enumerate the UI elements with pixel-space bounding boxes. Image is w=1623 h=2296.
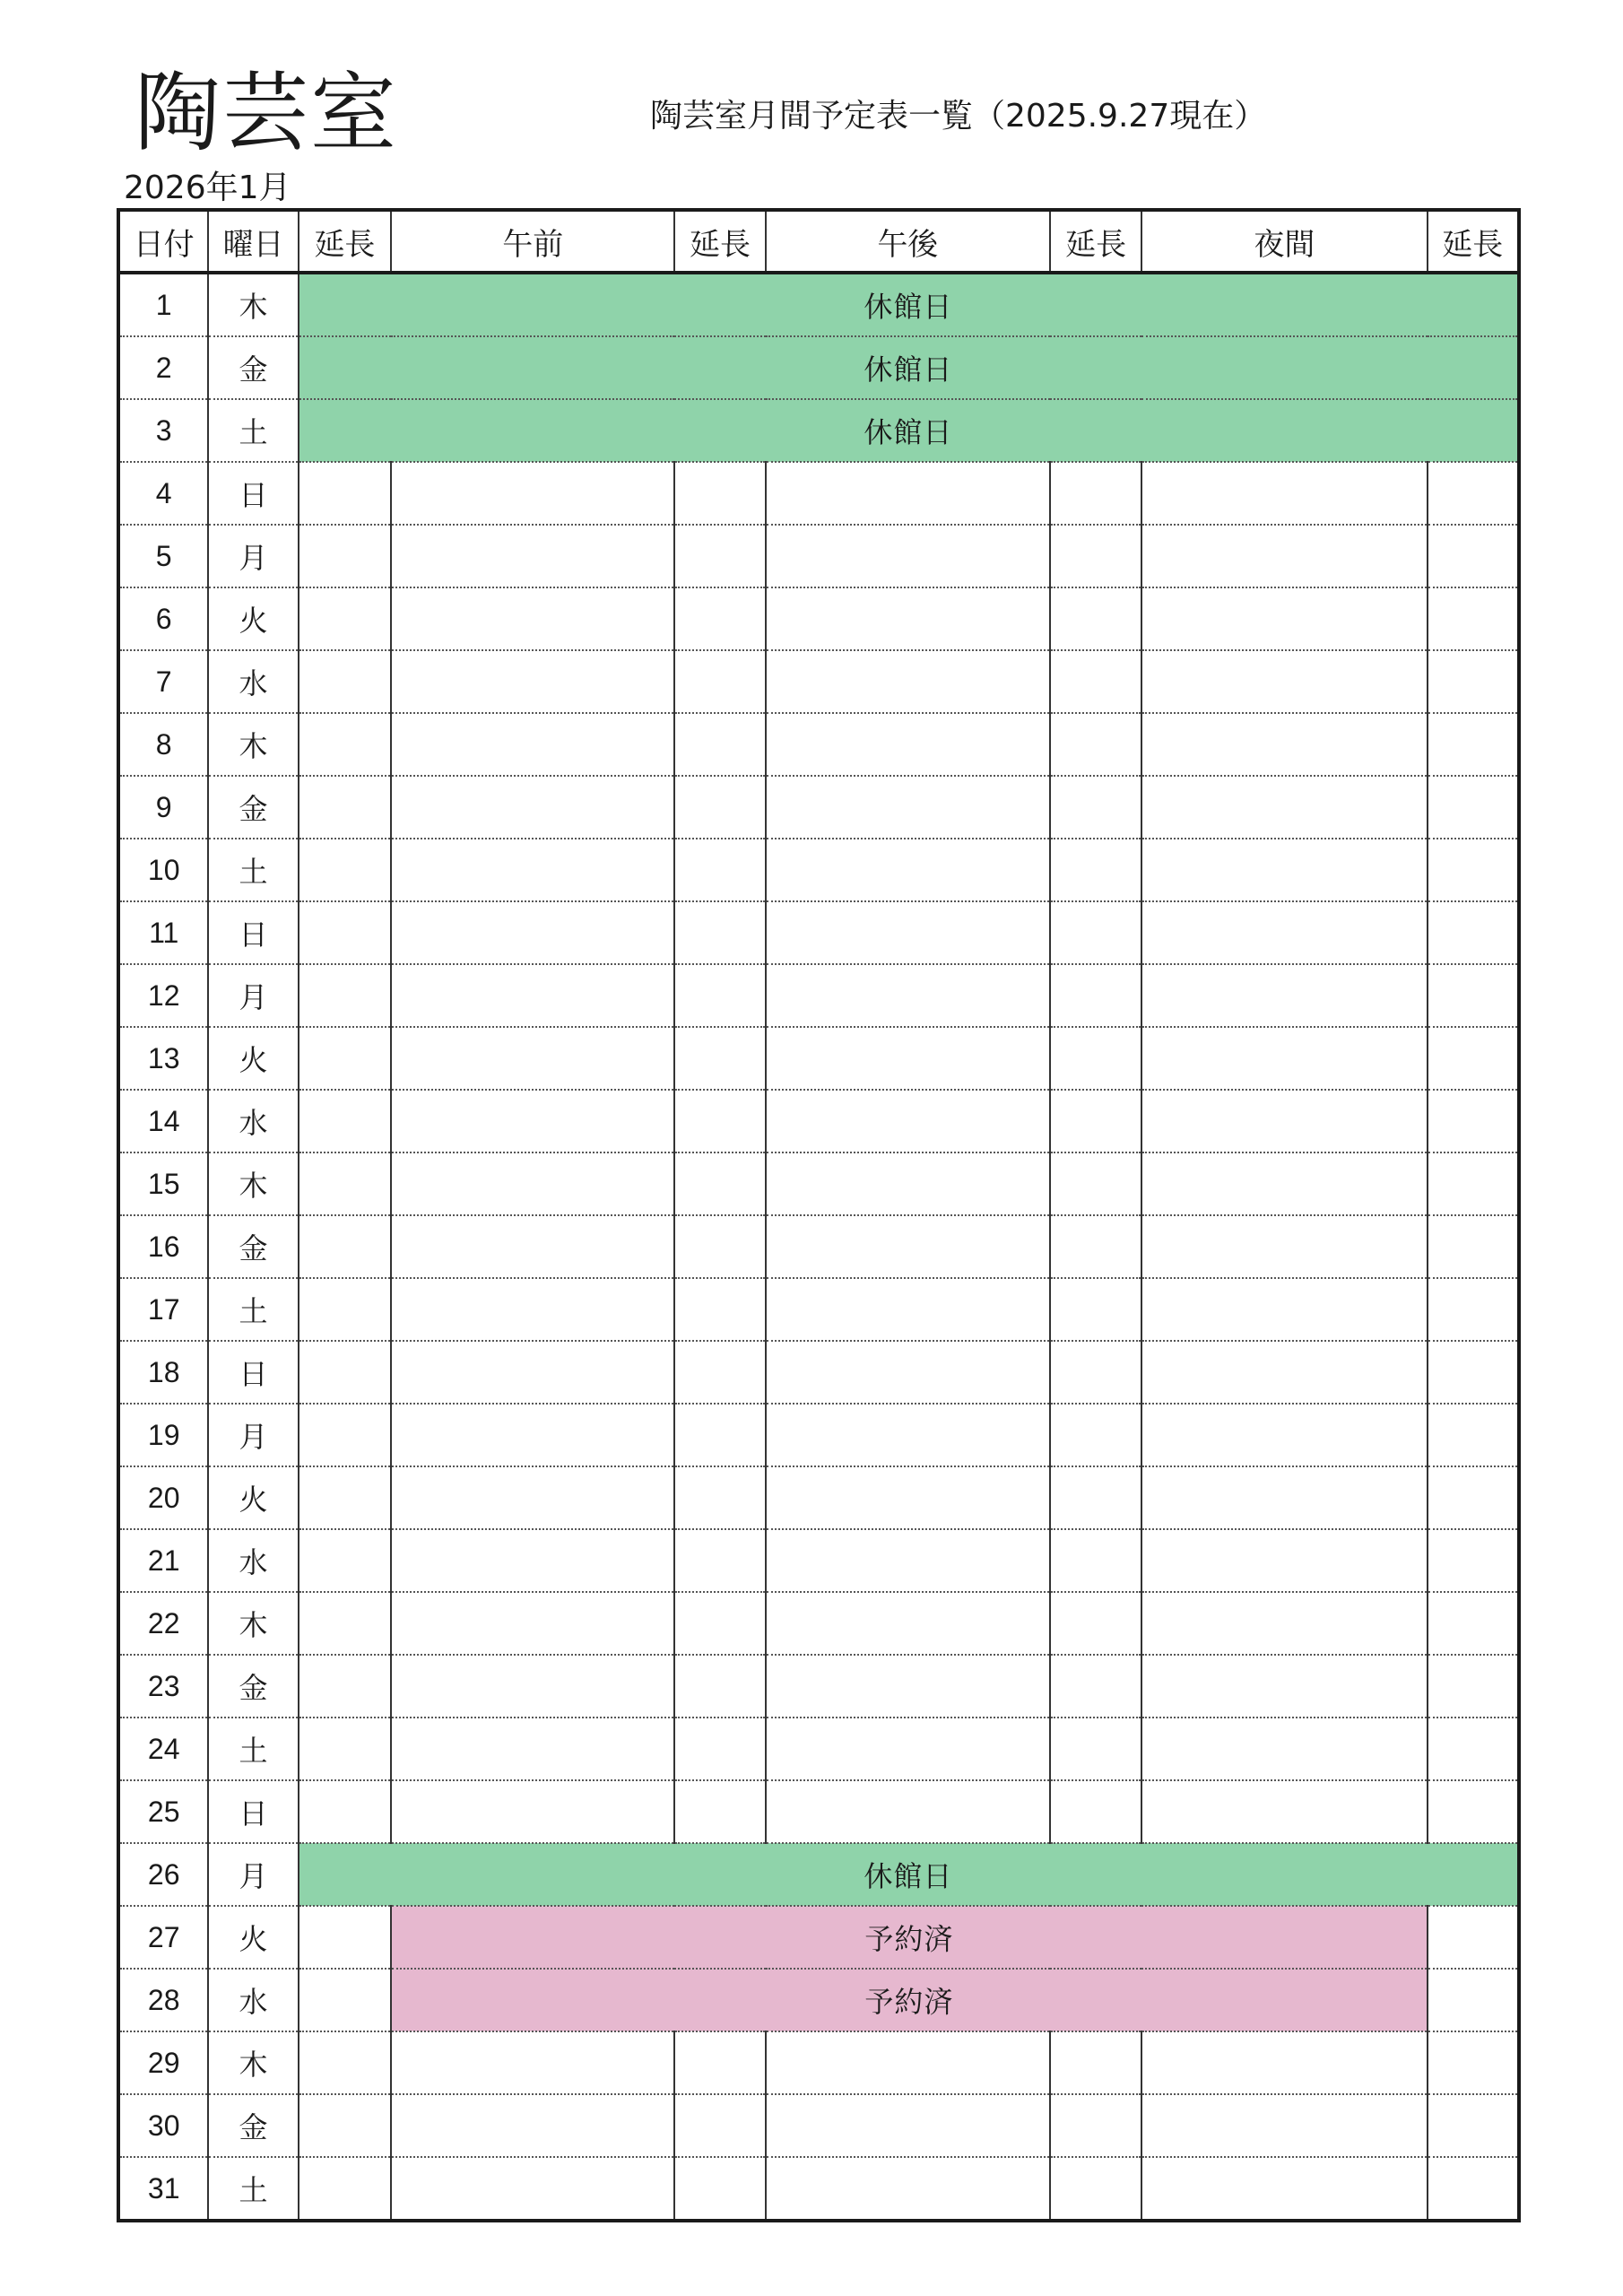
slot-extension-1 (299, 1592, 391, 1655)
weekday: 月 (208, 964, 298, 1027)
weekday: 日 (208, 901, 298, 964)
weekday: 木 (208, 2031, 298, 2094)
slot-morning (391, 2031, 674, 2094)
slot-afternoon (766, 2094, 1050, 2157)
slot-extension-2 (674, 1529, 765, 1592)
slot-extension-4 (1428, 1215, 1519, 1278)
slot-extension-2 (674, 1718, 765, 1780)
slot-extension-3 (1050, 1718, 1141, 1780)
schedule-row (118, 964, 1519, 1027)
slot-morning (391, 1341, 674, 1404)
slot-extension-4 (1428, 650, 1519, 713)
slot-extension-1 (299, 525, 391, 587)
slot-afternoon (766, 776, 1050, 839)
slot-extension-1 (299, 650, 391, 713)
schedule-row (118, 2157, 1519, 2221)
slot-extension-4 (1428, 2157, 1519, 2221)
day-number: 21 (118, 1529, 208, 1592)
weekday: 金 (208, 776, 298, 839)
schedule-table (117, 208, 1521, 2222)
closed-day-band: 休館日 (299, 336, 1519, 399)
slot-extension-2 (674, 462, 765, 525)
slot-extension-4 (1428, 587, 1519, 650)
weekday: 木 (208, 1592, 298, 1655)
slot-extension-3 (1050, 587, 1141, 650)
schedule-row (118, 839, 1519, 901)
slot-extension-1 (299, 587, 391, 650)
slot-afternoon (766, 2031, 1050, 2094)
slot-extension-3 (1050, 525, 1141, 587)
day-number: 29 (118, 2031, 208, 2094)
slot-extension-3 (1050, 1341, 1141, 1404)
slot-evening (1141, 2031, 1427, 2094)
room-title: 陶芸室 (135, 63, 398, 163)
slot-extension-2 (674, 1027, 765, 1090)
day-number: 30 (118, 2094, 208, 2157)
schedule-row (118, 525, 1519, 587)
slot-extension-1 (299, 1090, 391, 1152)
weekday: 火 (208, 587, 298, 650)
day-number: 17 (118, 1278, 208, 1341)
slot-extension-4 (1428, 1466, 1519, 1529)
slot-extension-3 (1050, 1655, 1141, 1718)
weekday: 月 (208, 1404, 298, 1466)
slot-extension-2 (674, 964, 765, 1027)
slot-evening (1141, 587, 1427, 650)
slot-extension-2 (674, 587, 765, 650)
schedule-row (118, 2094, 1519, 2157)
weekday: 月 (208, 525, 298, 587)
closed-day-band: 休館日 (299, 273, 1519, 336)
reserved-band: 予約済 (391, 1906, 1427, 1969)
weekday: 木 (208, 273, 298, 336)
slot-afternoon (766, 525, 1050, 587)
slot-extension-3 (1050, 964, 1141, 1027)
day-number: 11 (118, 901, 208, 964)
slot-afternoon (766, 2157, 1050, 2221)
slot-extension-4 (1428, 839, 1519, 901)
slot-afternoon (766, 1466, 1050, 1529)
schedule-row (118, 1278, 1519, 1341)
weekday: 水 (208, 1529, 298, 1592)
schedule-row (118, 1027, 1519, 1090)
schedule-row (118, 1404, 1519, 1466)
schedule-row (118, 776, 1519, 839)
slot-extension-2 (674, 2094, 765, 2157)
day-number: 27 (118, 1906, 208, 1969)
weekday: 日 (208, 1341, 298, 1404)
slot-extension-4 (1428, 1592, 1519, 1655)
slot-evening (1141, 1090, 1427, 1152)
slot-extension-3 (1050, 1152, 1141, 1215)
slot-afternoon (766, 1027, 1050, 1090)
slot-morning (391, 1090, 674, 1152)
slot-extension-2 (674, 839, 765, 901)
slot-extension-3 (1050, 901, 1141, 964)
slot-extension-1 (299, 1152, 391, 1215)
slot-extension-2 (674, 1655, 765, 1718)
day-number: 19 (118, 1404, 208, 1466)
slot-extension-1 (299, 1466, 391, 1529)
slot-afternoon (766, 1090, 1050, 1152)
slot-extension-3 (1050, 1780, 1141, 1843)
slot-extension-4 (1428, 1969, 1519, 2031)
slot-extension-2 (674, 776, 765, 839)
slot-extension-1 (299, 839, 391, 901)
slot-morning (391, 1592, 674, 1655)
slot-morning (391, 1655, 674, 1718)
day-number: 9 (118, 776, 208, 839)
slot-extension-1 (299, 1341, 391, 1404)
slot-evening (1141, 964, 1427, 1027)
column-header-extension-2: 延長 (674, 210, 765, 273)
slot-extension-3 (1050, 462, 1141, 525)
day-number: 10 (118, 839, 208, 901)
slot-morning (391, 901, 674, 964)
schedule-row (118, 901, 1519, 964)
slot-evening (1141, 1592, 1427, 1655)
slot-extension-4 (1428, 901, 1519, 964)
slot-evening (1141, 776, 1427, 839)
document-title: 陶芸室月間予定表一覧（2025.9.27現在） (650, 98, 1267, 135)
slot-extension-3 (1050, 776, 1141, 839)
slot-evening (1141, 839, 1427, 901)
slot-morning (391, 1027, 674, 1090)
slot-evening (1141, 1404, 1427, 1466)
slot-extension-3 (1050, 1027, 1141, 1090)
weekday: 日 (208, 462, 298, 525)
slot-extension-4 (1428, 462, 1519, 525)
weekday: 火 (208, 1466, 298, 1529)
slot-extension-1 (299, 2031, 391, 2094)
weekday: 金 (208, 2094, 298, 2157)
column-header-morning: 午前 (391, 210, 674, 273)
slot-afternoon (766, 964, 1050, 1027)
slot-extension-4 (1428, 1341, 1519, 1404)
slot-afternoon (766, 587, 1050, 650)
slot-extension-1 (299, 901, 391, 964)
slot-extension-4 (1428, 1780, 1519, 1843)
schedule-row (118, 1843, 1519, 1906)
header-row (118, 210, 1519, 273)
slot-afternoon (766, 1718, 1050, 1780)
weekday: 土 (208, 399, 298, 462)
slot-morning (391, 525, 674, 587)
slot-extension-1 (299, 1278, 391, 1341)
slot-afternoon (766, 1215, 1050, 1278)
schedule-row (118, 1718, 1519, 1780)
slot-evening (1141, 1718, 1427, 1780)
slot-extension-2 (674, 1592, 765, 1655)
day-number: 8 (118, 713, 208, 776)
slot-morning (391, 1278, 674, 1341)
day-number: 7 (118, 650, 208, 713)
day-number: 5 (118, 525, 208, 587)
day-number: 26 (118, 1843, 208, 1906)
schedule-row (118, 650, 1519, 713)
slot-evening (1141, 901, 1427, 964)
slot-extension-1 (299, 1027, 391, 1090)
slot-extension-1 (299, 713, 391, 776)
slot-extension-4 (1428, 1152, 1519, 1215)
slot-evening (1141, 1152, 1427, 1215)
day-number: 4 (118, 462, 208, 525)
day-number: 25 (118, 1780, 208, 1843)
weekday: 火 (208, 1906, 298, 1969)
day-number: 3 (118, 399, 208, 462)
slot-evening (1141, 2094, 1427, 2157)
weekday: 木 (208, 713, 298, 776)
slot-evening (1141, 713, 1427, 776)
column-header-afternoon: 午後 (766, 210, 1050, 273)
day-number: 2 (118, 336, 208, 399)
slot-extension-2 (674, 1152, 765, 1215)
slot-evening (1141, 525, 1427, 587)
weekday: 土 (208, 1278, 298, 1341)
day-number: 13 (118, 1027, 208, 1090)
slot-extension-2 (674, 2157, 765, 2221)
closed-day-band: 休館日 (299, 1843, 1519, 1906)
slot-morning (391, 1215, 674, 1278)
schedule-row (118, 1090, 1519, 1152)
slot-extension-2 (674, 650, 765, 713)
slot-extension-1 (299, 1718, 391, 1780)
slot-extension-4 (1428, 713, 1519, 776)
slot-evening (1141, 1027, 1427, 1090)
slot-extension-2 (674, 525, 765, 587)
slot-morning (391, 1718, 674, 1780)
slot-afternoon (766, 1152, 1050, 1215)
slot-morning (391, 2094, 674, 2157)
slot-afternoon (766, 1529, 1050, 1592)
slot-afternoon (766, 1341, 1050, 1404)
slot-extension-2 (674, 1090, 765, 1152)
day-number: 1 (118, 273, 208, 336)
schedule-row (118, 399, 1519, 462)
schedule-body (118, 273, 1519, 2221)
slot-extension-2 (674, 2031, 765, 2094)
column-header-extension-4: 延長 (1428, 210, 1519, 273)
slot-extension-4 (1428, 1278, 1519, 1341)
slot-morning (391, 964, 674, 1027)
day-number: 20 (118, 1466, 208, 1529)
slot-extension-2 (674, 1341, 765, 1404)
schedule-row (118, 1592, 1519, 1655)
slot-extension-1 (299, 1780, 391, 1843)
slot-extension-1 (299, 1655, 391, 1718)
slot-extension-4 (1428, 1027, 1519, 1090)
day-number: 14 (118, 1090, 208, 1152)
slot-extension-1 (299, 1529, 391, 1592)
slot-evening (1141, 650, 1427, 713)
slot-extension-4 (1428, 1655, 1519, 1718)
slot-extension-3 (1050, 1404, 1141, 1466)
slot-extension-3 (1050, 1215, 1141, 1278)
slot-morning (391, 1466, 674, 1529)
slot-extension-3 (1050, 2031, 1141, 2094)
slot-extension-4 (1428, 964, 1519, 1027)
slot-afternoon (766, 1404, 1050, 1466)
slot-extension-2 (674, 1215, 765, 1278)
slot-extension-4 (1428, 1906, 1519, 1969)
slot-extension-1 (299, 1215, 391, 1278)
slot-morning (391, 462, 674, 525)
slot-evening (1141, 1655, 1427, 1718)
closed-day-band: 休館日 (299, 399, 1519, 462)
slot-afternoon (766, 650, 1050, 713)
slot-afternoon (766, 462, 1050, 525)
schedule-row (118, 273, 1519, 336)
slot-afternoon (766, 1592, 1050, 1655)
slot-extension-1 (299, 964, 391, 1027)
slot-extension-4 (1428, 2031, 1519, 2094)
weekday: 木 (208, 1152, 298, 1215)
slot-extension-1 (299, 776, 391, 839)
slot-morning (391, 650, 674, 713)
slot-morning (391, 1780, 674, 1843)
schedule-row (118, 1341, 1519, 1404)
slot-morning (391, 1404, 674, 1466)
slot-extension-3 (1050, 1090, 1141, 1152)
slot-evening (1141, 1215, 1427, 1278)
slot-extension-3 (1050, 1278, 1141, 1341)
slot-extension-3 (1050, 839, 1141, 901)
slot-extension-4 (1428, 1404, 1519, 1466)
weekday: 土 (208, 839, 298, 901)
day-number: 15 (118, 1152, 208, 1215)
reserved-band: 予約済 (391, 1969, 1427, 2031)
day-number: 31 (118, 2157, 208, 2221)
schedule-row (118, 587, 1519, 650)
weekday: 金 (208, 336, 298, 399)
slot-evening (1141, 1341, 1427, 1404)
slot-morning (391, 776, 674, 839)
month-label: 2026年1月 (124, 170, 291, 206)
slot-extension-3 (1050, 2094, 1141, 2157)
schedule-row (118, 1780, 1519, 1843)
weekday: 月 (208, 1843, 298, 1906)
slot-afternoon (766, 1655, 1050, 1718)
slot-evening (1141, 1278, 1427, 1341)
day-number: 24 (118, 1718, 208, 1780)
slot-afternoon (766, 713, 1050, 776)
slot-extension-1 (299, 1404, 391, 1466)
slot-extension-3 (1050, 1592, 1141, 1655)
schedule-row (118, 1215, 1519, 1278)
slot-extension-1 (299, 462, 391, 525)
day-number: 16 (118, 1215, 208, 1278)
schedule-row (118, 1655, 1519, 1718)
column-header-date: 日付 (118, 210, 208, 273)
column-header-extension-1: 延長 (299, 210, 391, 273)
slot-extension-3 (1050, 2157, 1141, 2221)
weekday: 金 (208, 1655, 298, 1718)
slot-extension-4 (1428, 776, 1519, 839)
schedule-row (118, 1906, 1519, 1969)
slot-morning (391, 1529, 674, 1592)
slot-extension-2 (674, 1404, 765, 1466)
slot-evening (1141, 1780, 1427, 1843)
slot-morning (391, 1152, 674, 1215)
column-header-weekday: 曜日 (208, 210, 298, 273)
day-number: 12 (118, 964, 208, 1027)
slot-afternoon (766, 839, 1050, 901)
slot-morning (391, 839, 674, 901)
slot-extension-4 (1428, 2094, 1519, 2157)
slot-extension-3 (1050, 650, 1141, 713)
slot-extension-4 (1428, 1718, 1519, 1780)
day-number: 23 (118, 1655, 208, 1718)
slot-evening (1141, 2157, 1427, 2221)
day-number: 6 (118, 587, 208, 650)
day-number: 18 (118, 1341, 208, 1404)
slot-extension-4 (1428, 525, 1519, 587)
slot-extension-4 (1428, 1090, 1519, 1152)
slot-afternoon (766, 901, 1050, 964)
day-number: 28 (118, 1969, 208, 2031)
column-header-extension-3: 延長 (1050, 210, 1141, 273)
schedule-row (118, 1529, 1519, 1592)
slot-afternoon (766, 1780, 1050, 1843)
slot-extension-2 (674, 1780, 765, 1843)
schedule-row (118, 1152, 1519, 1215)
weekday: 水 (208, 1969, 298, 2031)
weekday: 金 (208, 1215, 298, 1278)
weekday: 火 (208, 1027, 298, 1090)
slot-morning (391, 587, 674, 650)
schedule-row (118, 713, 1519, 776)
schedule-row (118, 2031, 1519, 2094)
slot-extension-1 (299, 2094, 391, 2157)
slot-extension-1 (299, 1969, 391, 2031)
slot-extension-3 (1050, 1529, 1141, 1592)
day-number: 22 (118, 1592, 208, 1655)
slot-evening (1141, 1529, 1427, 1592)
weekday: 日 (208, 1780, 298, 1843)
slot-afternoon (766, 1278, 1050, 1341)
weekday: 水 (208, 1090, 298, 1152)
schedule-row (118, 462, 1519, 525)
schedule-row (118, 336, 1519, 399)
slot-extension-2 (674, 901, 765, 964)
slot-extension-1 (299, 1906, 391, 1969)
slot-extension-1 (299, 2157, 391, 2221)
slot-evening (1141, 462, 1427, 525)
schedule-row (118, 1969, 1519, 2031)
column-header-evening: 夜間 (1141, 210, 1427, 273)
slot-morning (391, 713, 674, 776)
slot-extension-2 (674, 1466, 765, 1529)
slot-extension-3 (1050, 713, 1141, 776)
weekday: 土 (208, 2157, 298, 2221)
slot-morning (391, 2157, 674, 2221)
weekday: 水 (208, 650, 298, 713)
schedule-row (118, 1466, 1519, 1529)
slot-extension-4 (1428, 1529, 1519, 1592)
slot-evening (1141, 1466, 1427, 1529)
slot-extension-2 (674, 1278, 765, 1341)
weekday: 土 (208, 1718, 298, 1780)
slot-extension-2 (674, 713, 765, 776)
slot-extension-3 (1050, 1466, 1141, 1529)
